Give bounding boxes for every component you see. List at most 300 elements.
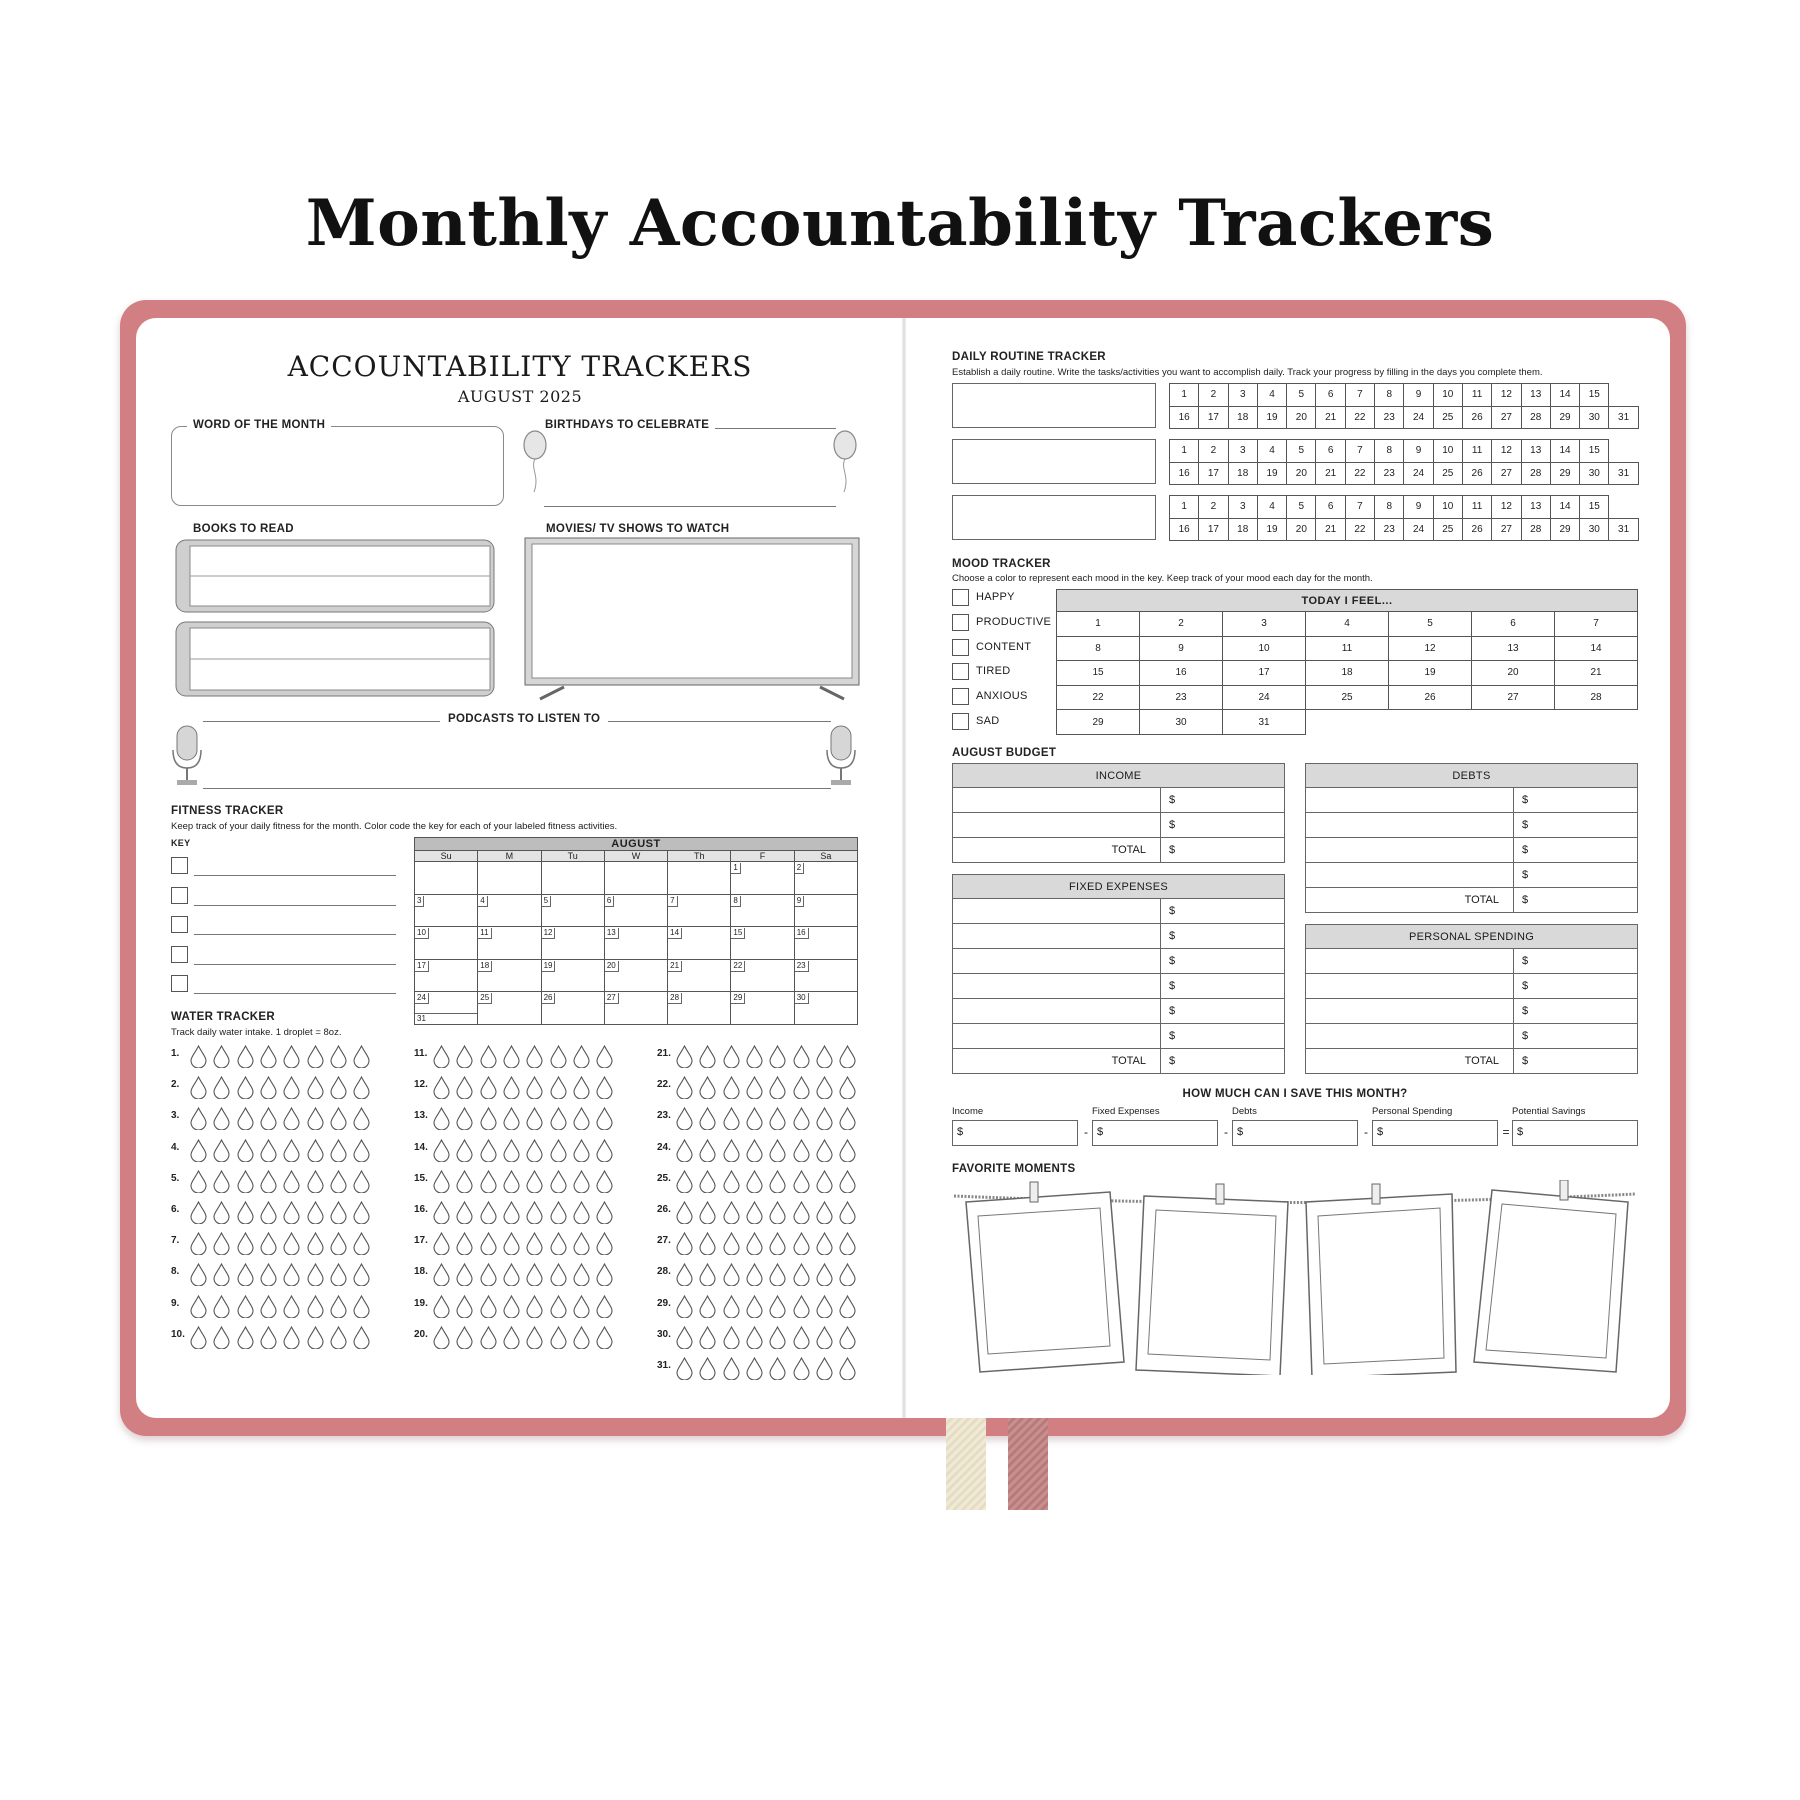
savings-field-input[interactable]: $	[1372, 1120, 1498, 1146]
water-droplet-icon[interactable]	[550, 1139, 567, 1162]
water-droplet-icon[interactable]	[480, 1263, 497, 1286]
water-droplet-icon[interactable]	[283, 1107, 300, 1130]
routine-day-cell[interactable]: 10	[1433, 384, 1462, 407]
water-droplet-icon[interactable]	[526, 1170, 543, 1193]
water-droplet-icon[interactable]	[237, 1295, 254, 1318]
water-droplet-icon[interactable]	[237, 1107, 254, 1130]
budget-item-cell[interactable]	[953, 899, 1161, 924]
budget-total-amount[interactable]: $	[1514, 888, 1638, 913]
routine-day-cell[interactable]: 23	[1375, 406, 1404, 429]
calendar-day-cell[interactable]	[731, 894, 794, 927]
water-droplet-icon[interactable]	[793, 1170, 810, 1193]
water-droplet-icon[interactable]	[456, 1076, 473, 1099]
calendar-day-cell[interactable]	[794, 959, 857, 992]
water-droplet-icon[interactable]	[330, 1076, 347, 1099]
mood-day-cell[interactable]: 7	[1555, 612, 1638, 637]
water-droplet-icon[interactable]	[676, 1357, 693, 1380]
water-droplet-icon[interactable]	[746, 1107, 763, 1130]
routine-day-cell[interactable]: 20	[1287, 406, 1316, 429]
fitness-key-checkbox[interactable]	[171, 946, 188, 963]
water-droplet-icon[interactable]	[699, 1201, 716, 1224]
routine-day-cell[interactable]: 13	[1521, 440, 1550, 463]
mood-day-cell[interactable]: 23	[1140, 685, 1223, 710]
water-droplet-icon[interactable]	[433, 1326, 450, 1349]
water-droplet-icon[interactable]	[260, 1201, 277, 1224]
water-droplet-icon[interactable]	[816, 1357, 833, 1380]
water-droplet-icon[interactable]	[480, 1107, 497, 1130]
water-droplet-icon[interactable]	[793, 1045, 810, 1068]
routine-day-cell[interactable]: 11	[1462, 496, 1491, 519]
calendar-day-cell[interactable]	[541, 862, 604, 895]
fitness-key-checkbox[interactable]	[171, 916, 188, 933]
routine-day-cell[interactable]: 1	[1170, 496, 1199, 519]
water-droplet-icon[interactable]	[746, 1139, 763, 1162]
water-droplet-icon[interactable]	[307, 1201, 324, 1224]
mood-day-cell[interactable]: 10	[1223, 636, 1306, 661]
routine-day-cell[interactable]: 13	[1521, 384, 1550, 407]
water-droplet-icon[interactable]	[839, 1232, 856, 1255]
water-droplet-icon[interactable]	[213, 1232, 230, 1255]
routine-day-cell[interactable]: 24	[1404, 518, 1433, 541]
routine-day-cell[interactable]: 25	[1433, 462, 1462, 485]
water-droplet-icon[interactable]	[480, 1326, 497, 1349]
water-droplet-icon[interactable]	[746, 1295, 763, 1318]
water-droplet-icon[interactable]	[573, 1295, 590, 1318]
routine-day-cell[interactable]: 12	[1492, 384, 1521, 407]
water-droplet-icon[interactable]	[260, 1076, 277, 1099]
fitness-key-checkbox[interactable]	[171, 975, 188, 992]
budget-amount-cell[interactable]: $	[1514, 974, 1638, 999]
water-droplet-icon[interactable]	[190, 1295, 207, 1318]
water-droplet-icon[interactable]	[723, 1357, 740, 1380]
water-droplet-icon[interactable]	[596, 1076, 613, 1099]
routine-day-cell[interactable]: 28	[1521, 518, 1550, 541]
water-droplet-icon[interactable]	[723, 1201, 740, 1224]
water-droplet-icon[interactable]	[456, 1326, 473, 1349]
routine-day-cell[interactable]: 30	[1580, 518, 1609, 541]
water-droplet-icon[interactable]	[769, 1357, 786, 1380]
water-droplet-icon[interactable]	[213, 1107, 230, 1130]
calendar-day-cell[interactable]	[415, 992, 478, 1025]
routine-day-cell[interactable]: 8	[1375, 384, 1404, 407]
water-droplet-icon[interactable]	[816, 1201, 833, 1224]
routine-day-cell[interactable]: 6	[1316, 440, 1345, 463]
budget-amount-cell[interactable]: $	[1514, 838, 1638, 863]
water-droplet-icon[interactable]	[237, 1076, 254, 1099]
mood-day-cell[interactable]: 22	[1057, 685, 1140, 710]
budget-amount-cell[interactable]: $	[1161, 788, 1285, 813]
water-droplet-icon[interactable]	[550, 1045, 567, 1068]
water-droplet-icon[interactable]	[480, 1170, 497, 1193]
water-droplet-icon[interactable]	[839, 1263, 856, 1286]
routine-day-cell[interactable]: 5	[1287, 440, 1316, 463]
routine-day-cell[interactable]: 29	[1550, 406, 1579, 429]
water-droplet-icon[interactable]	[330, 1139, 347, 1162]
water-droplet-icon[interactable]	[260, 1139, 277, 1162]
water-droplet-icon[interactable]	[190, 1326, 207, 1349]
routine-day-cell[interactable]: 11	[1462, 440, 1491, 463]
water-droplet-icon[interactable]	[816, 1107, 833, 1130]
routine-day-cell[interactable]: 21	[1316, 518, 1345, 541]
water-droplet-icon[interactable]	[746, 1326, 763, 1349]
water-droplet-icon[interactable]	[550, 1295, 567, 1318]
water-droplet-icon[interactable]	[596, 1263, 613, 1286]
routine-day-cell[interactable]: 2	[1199, 384, 1228, 407]
water-droplet-icon[interactable]	[353, 1076, 370, 1099]
routine-day-cell[interactable]: 3	[1228, 440, 1257, 463]
budget-item-cell[interactable]	[953, 949, 1161, 974]
water-droplet-icon[interactable]	[769, 1076, 786, 1099]
routine-day-cell[interactable]: 14	[1550, 384, 1579, 407]
water-droplet-icon[interactable]	[769, 1326, 786, 1349]
water-droplet-icon[interactable]	[353, 1295, 370, 1318]
routine-day-cell[interactable]: 7	[1345, 496, 1374, 519]
mood-day-cell[interactable]: 30	[1140, 710, 1223, 735]
water-droplet-icon[interactable]	[213, 1076, 230, 1099]
water-droplet-icon[interactable]	[237, 1201, 254, 1224]
routine-day-cell[interactable]: 9	[1404, 384, 1433, 407]
routine-day-cell[interactable]: 31	[1609, 462, 1638, 485]
water-droplet-icon[interactable]	[456, 1045, 473, 1068]
mood-day-cell[interactable]: 14	[1555, 636, 1638, 661]
routine-day-cell[interactable]: 26	[1462, 518, 1491, 541]
routine-day-cell[interactable]: 15	[1580, 496, 1609, 519]
budget-item-cell[interactable]	[1306, 863, 1514, 888]
water-droplet-icon[interactable]	[723, 1107, 740, 1130]
water-droplet-icon[interactable]	[816, 1045, 833, 1068]
calendar-day-cell[interactable]	[731, 992, 794, 1025]
mood-day-cell[interactable]: 15	[1057, 661, 1140, 686]
water-droplet-icon[interactable]	[793, 1232, 810, 1255]
budget-amount-cell[interactable]: $	[1161, 999, 1285, 1024]
budget-total-amount[interactable]: $	[1161, 838, 1285, 863]
calendar-day-cell[interactable]	[731, 862, 794, 895]
savings-field-input[interactable]: $	[1092, 1120, 1218, 1146]
budget-item-cell[interactable]	[1306, 999, 1514, 1024]
fitness-key-line[interactable]	[194, 964, 396, 965]
water-droplet-icon[interactable]	[723, 1170, 740, 1193]
water-droplet-icon[interactable]	[676, 1139, 693, 1162]
calendar-day-cell[interactable]	[478, 927, 541, 960]
water-droplet-icon[interactable]	[260, 1107, 277, 1130]
routine-day-cell[interactable]: 3	[1228, 496, 1257, 519]
routine-day-cell[interactable]: 26	[1462, 462, 1491, 485]
routine-day-cell[interactable]: 19	[1257, 406, 1286, 429]
savings-field-input[interactable]: $	[952, 1120, 1078, 1146]
calendar-day-cell[interactable]	[415, 862, 478, 895]
routine-day-cell[interactable]: 27	[1492, 462, 1521, 485]
savings-field-input[interactable]: $	[1512, 1120, 1638, 1146]
water-droplet-icon[interactable]	[330, 1263, 347, 1286]
routine-day-cell[interactable]: 19	[1257, 462, 1286, 485]
water-droplet-icon[interactable]	[839, 1076, 856, 1099]
mood-day-cell[interactable]: 28	[1555, 685, 1638, 710]
budget-item-cell[interactable]	[953, 813, 1161, 838]
water-droplet-icon[interactable]	[839, 1201, 856, 1224]
budget-amount-cell[interactable]: $	[1161, 899, 1285, 924]
routine-day-cell[interactable]: 7	[1345, 440, 1374, 463]
calendar-day-cell[interactable]	[415, 959, 478, 992]
water-droplet-icon[interactable]	[526, 1232, 543, 1255]
water-droplet-icon[interactable]	[573, 1107, 590, 1130]
mood-key-checkbox[interactable]	[952, 663, 969, 680]
water-droplet-icon[interactable]	[596, 1107, 613, 1130]
routine-day-cell[interactable]: 15	[1580, 384, 1609, 407]
budget-amount-cell[interactable]: $	[1161, 924, 1285, 949]
water-droplet-icon[interactable]	[746, 1263, 763, 1286]
water-droplet-icon[interactable]	[699, 1232, 716, 1255]
water-droplet-icon[interactable]	[793, 1076, 810, 1099]
water-droplet-icon[interactable]	[260, 1326, 277, 1349]
calendar-day-cell[interactable]	[668, 992, 731, 1025]
routine-day-cell[interactable]: 14	[1550, 496, 1579, 519]
budget-item-cell[interactable]	[953, 999, 1161, 1024]
water-droplet-icon[interactable]	[676, 1045, 693, 1068]
water-droplet-icon[interactable]	[307, 1326, 324, 1349]
mood-day-cell[interactable]: 31	[1223, 710, 1306, 735]
water-droplet-icon[interactable]	[307, 1045, 324, 1068]
water-droplet-icon[interactable]	[596, 1201, 613, 1224]
budget-amount-cell[interactable]: $	[1514, 813, 1638, 838]
mood-day-cell[interactable]: 9	[1140, 636, 1223, 661]
water-droplet-icon[interactable]	[573, 1201, 590, 1224]
water-droplet-icon[interactable]	[456, 1263, 473, 1286]
water-droplet-icon[interactable]	[676, 1107, 693, 1130]
water-droplet-icon[interactable]	[283, 1139, 300, 1162]
water-droplet-icon[interactable]	[699, 1357, 716, 1380]
water-droplet-icon[interactable]	[330, 1232, 347, 1255]
water-droplet-icon[interactable]	[839, 1295, 856, 1318]
water-droplet-icon[interactable]	[839, 1170, 856, 1193]
calendar-day-cell[interactable]	[794, 927, 857, 960]
water-droplet-icon[interactable]	[573, 1076, 590, 1099]
mood-day-cell[interactable]: 2	[1140, 612, 1223, 637]
water-droplet-icon[interactable]	[746, 1232, 763, 1255]
water-droplet-icon[interactable]	[769, 1170, 786, 1193]
water-droplet-icon[interactable]	[816, 1076, 833, 1099]
routine-day-cell[interactable]: 10	[1433, 496, 1462, 519]
calendar-day-cell[interactable]	[415, 894, 478, 927]
routine-day-cell[interactable]: 6	[1316, 496, 1345, 519]
water-droplet-icon[interactable]	[769, 1139, 786, 1162]
mood-day-cell[interactable]: 5	[1389, 612, 1472, 637]
routine-day-cell[interactable]: 9	[1404, 440, 1433, 463]
water-droplet-icon[interactable]	[237, 1263, 254, 1286]
routine-day-cell[interactable]: 5	[1287, 496, 1316, 519]
budget-amount-cell[interactable]: $	[1514, 788, 1638, 813]
water-droplet-icon[interactable]	[746, 1201, 763, 1224]
water-droplet-icon[interactable]	[503, 1107, 520, 1130]
water-droplet-icon[interactable]	[699, 1045, 716, 1068]
water-droplet-icon[interactable]	[676, 1201, 693, 1224]
budget-amount-cell[interactable]: $	[1161, 813, 1285, 838]
routine-day-cell[interactable]: 29	[1550, 462, 1579, 485]
water-droplet-icon[interactable]	[596, 1139, 613, 1162]
routine-day-cell[interactable]: 21	[1316, 462, 1345, 485]
water-droplet-icon[interactable]	[190, 1107, 207, 1130]
fitness-key-line[interactable]	[194, 934, 396, 935]
water-droplet-icon[interactable]	[769, 1295, 786, 1318]
routine-day-cell[interactable]: 18	[1228, 518, 1257, 541]
water-droplet-icon[interactable]	[237, 1232, 254, 1255]
water-droplet-icon[interactable]	[213, 1263, 230, 1286]
water-droplet-icon[interactable]	[456, 1295, 473, 1318]
routine-day-cell[interactable]: 24	[1404, 406, 1433, 429]
water-droplet-icon[interactable]	[676, 1295, 693, 1318]
mood-day-cell[interactable]: 26	[1389, 685, 1472, 710]
mood-day-cell[interactable]: 27	[1472, 685, 1555, 710]
water-droplet-icon[interactable]	[213, 1201, 230, 1224]
water-droplet-icon[interactable]	[526, 1076, 543, 1099]
budget-amount-cell[interactable]: $	[1514, 863, 1638, 888]
routine-day-cell[interactable]: 17	[1199, 462, 1228, 485]
mood-day-cell[interactable]: 19	[1389, 661, 1472, 686]
water-droplet-icon[interactable]	[839, 1357, 856, 1380]
routine-day-cell[interactable]: 5	[1287, 384, 1316, 407]
water-droplet-icon[interactable]	[769, 1263, 786, 1286]
water-droplet-icon[interactable]	[526, 1326, 543, 1349]
water-droplet-icon[interactable]	[746, 1357, 763, 1380]
water-droplet-icon[interactable]	[699, 1107, 716, 1130]
routine-day-cell[interactable]: 30	[1580, 406, 1609, 429]
calendar-day-cell[interactable]	[541, 959, 604, 992]
water-droplet-icon[interactable]	[283, 1045, 300, 1068]
water-droplet-icon[interactable]	[433, 1076, 450, 1099]
routine-day-cell[interactable]: 8	[1375, 440, 1404, 463]
mood-day-cell[interactable]: 16	[1140, 661, 1223, 686]
water-droplet-icon[interactable]	[190, 1045, 207, 1068]
calendar-day-cell[interactable]	[415, 927, 478, 960]
water-droplet-icon[interactable]	[816, 1170, 833, 1193]
calendar-day-cell[interactable]	[604, 959, 667, 992]
routine-day-cell[interactable]: 18	[1228, 462, 1257, 485]
routine-day-cell[interactable]: 24	[1404, 462, 1433, 485]
routine-day-cell[interactable]: 21	[1316, 406, 1345, 429]
routine-day-cell[interactable]: 20	[1287, 462, 1316, 485]
water-droplet-icon[interactable]	[839, 1326, 856, 1349]
mood-day-cell[interactable]: 12	[1389, 636, 1472, 661]
routine-day-cell[interactable]: 11	[1462, 384, 1491, 407]
budget-item-cell[interactable]	[953, 924, 1161, 949]
water-droplet-icon[interactable]	[769, 1107, 786, 1130]
water-droplet-icon[interactable]	[456, 1170, 473, 1193]
routine-day-cell[interactable]: 22	[1345, 462, 1374, 485]
mood-day-cell[interactable]: 21	[1555, 661, 1638, 686]
budget-item-cell[interactable]	[1306, 1024, 1514, 1049]
water-droplet-icon[interactable]	[307, 1263, 324, 1286]
budget-amount-cell[interactable]: $	[1161, 1024, 1285, 1049]
routine-day-cell[interactable]: 2	[1199, 496, 1228, 519]
water-droplet-icon[interactable]	[573, 1232, 590, 1255]
water-droplet-icon[interactable]	[676, 1076, 693, 1099]
fitness-key-line[interactable]	[194, 993, 396, 994]
water-droplet-icon[interactable]	[353, 1139, 370, 1162]
water-droplet-icon[interactable]	[793, 1263, 810, 1286]
water-droplet-icon[interactable]	[746, 1045, 763, 1068]
water-droplet-icon[interactable]	[283, 1232, 300, 1255]
water-droplet-icon[interactable]	[353, 1107, 370, 1130]
water-droplet-icon[interactable]	[676, 1263, 693, 1286]
water-droplet-icon[interactable]	[503, 1232, 520, 1255]
water-droplet-icon[interactable]	[213, 1045, 230, 1068]
water-droplet-icon[interactable]	[330, 1295, 347, 1318]
water-droplet-icon[interactable]	[769, 1232, 786, 1255]
water-droplet-icon[interactable]	[503, 1263, 520, 1286]
water-droplet-icon[interactable]	[573, 1045, 590, 1068]
fitness-key-line[interactable]	[194, 905, 396, 906]
water-droplet-icon[interactable]	[330, 1201, 347, 1224]
water-droplet-icon[interactable]	[699, 1295, 716, 1318]
calendar-day-cell[interactable]	[478, 894, 541, 927]
water-droplet-icon[interactable]	[596, 1232, 613, 1255]
calendar-day-cell[interactable]	[541, 992, 604, 1025]
water-droplet-icon[interactable]	[723, 1295, 740, 1318]
water-droplet-icon[interactable]	[330, 1045, 347, 1068]
routine-day-cell[interactable]: 19	[1257, 518, 1286, 541]
water-droplet-icon[interactable]	[596, 1326, 613, 1349]
water-droplet-icon[interactable]	[283, 1326, 300, 1349]
water-droplet-icon[interactable]	[237, 1326, 254, 1349]
water-droplet-icon[interactable]	[456, 1139, 473, 1162]
water-droplet-icon[interactable]	[433, 1295, 450, 1318]
water-droplet-icon[interactable]	[480, 1076, 497, 1099]
water-droplet-icon[interactable]	[596, 1045, 613, 1068]
mood-day-cell[interactable]: 4	[1306, 612, 1389, 637]
routine-day-cell[interactable]: 25	[1433, 518, 1462, 541]
water-droplet-icon[interactable]	[526, 1201, 543, 1224]
water-droplet-icon[interactable]	[190, 1201, 207, 1224]
water-droplet-icon[interactable]	[503, 1170, 520, 1193]
routine-day-cell[interactable]: 26	[1462, 406, 1491, 429]
water-droplet-icon[interactable]	[433, 1139, 450, 1162]
water-droplet-icon[interactable]	[550, 1107, 567, 1130]
budget-item-cell[interactable]	[1306, 949, 1514, 974]
fitness-key-line[interactable]	[194, 875, 396, 876]
water-droplet-icon[interactable]	[190, 1170, 207, 1193]
routine-day-cell[interactable]: 4	[1257, 440, 1286, 463]
water-droplet-icon[interactable]	[283, 1170, 300, 1193]
calendar-day-cell[interactable]	[794, 862, 857, 895]
routine-day-cell[interactable]: 27	[1492, 518, 1521, 541]
budget-total-amount[interactable]: $	[1514, 1049, 1638, 1074]
water-droplet-icon[interactable]	[353, 1045, 370, 1068]
budget-item-cell[interactable]	[1306, 838, 1514, 863]
water-droplet-icon[interactable]	[816, 1295, 833, 1318]
water-droplet-icon[interactable]	[793, 1201, 810, 1224]
water-droplet-icon[interactable]	[596, 1295, 613, 1318]
calendar-day-cell[interactable]	[668, 959, 731, 992]
water-droplet-icon[interactable]	[456, 1107, 473, 1130]
routine-day-cell[interactable]: 3	[1228, 384, 1257, 407]
podcasts-write-line[interactable]	[203, 788, 831, 789]
calendar-day-cell[interactable]	[731, 959, 794, 992]
calendar-day-cell[interactable]	[668, 862, 731, 895]
water-droplet-icon[interactable]	[260, 1045, 277, 1068]
routine-task-box[interactable]	[952, 495, 1156, 540]
routine-day-cell[interactable]: 18	[1228, 406, 1257, 429]
water-droplet-icon[interactable]	[723, 1263, 740, 1286]
water-droplet-icon[interactable]	[816, 1263, 833, 1286]
calendar-day-cell[interactable]	[541, 894, 604, 927]
mood-day-cell[interactable]: 20	[1472, 661, 1555, 686]
water-droplet-icon[interactable]	[550, 1170, 567, 1193]
routine-day-cell[interactable]: 23	[1375, 518, 1404, 541]
water-droplet-icon[interactable]	[793, 1107, 810, 1130]
water-droplet-icon[interactable]	[433, 1107, 450, 1130]
mood-day-cell[interactable]: 18	[1306, 661, 1389, 686]
calendar-day-cell[interactable]	[604, 894, 667, 927]
routine-day-cell[interactable]: 13	[1521, 496, 1550, 519]
